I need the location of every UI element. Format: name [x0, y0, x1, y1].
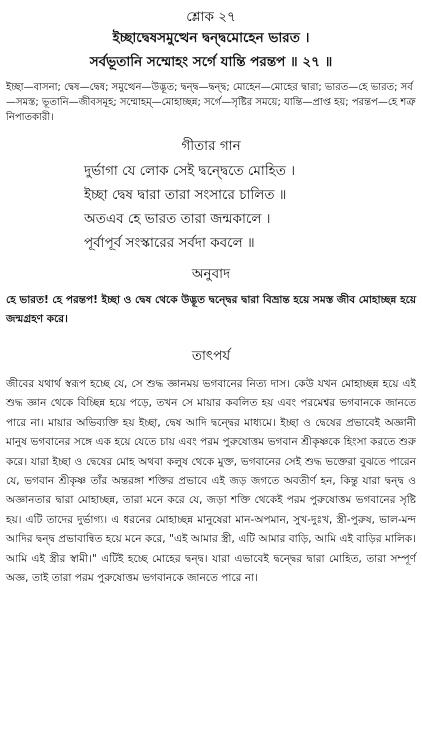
purport-heading: তাৎপর্য: [191, 348, 231, 364]
purport-paragraph: জীবের যথার্থ স্বরূপ হচ্ছে যে, সে শুদ্ধ জ্ঞানময় ভগবানের নিত্য দাস। কেউ যখন মোহাচ্ছন্ন হয়ে এই শুদ্ধ জ্ঞান থেকে বিচ্ছিন্ন হয়ে পড়ে, তখন সে মায়ার কবলিত হয় এবং পরমেশ্বর ভগবানকে জানতে পারে না। মায়ার অভিব্যক্তি হয় ইচ্ছা, দ্বেষ আদি দ্বন্দ্বের মাধ্যমে। ইচ্ছা ও দ্বেষের প্রভাবেই অজ্ঞানী মানুষ ভগবানের সঙ্গে এক হয়ে যেতে চায় এবং পরম পুরুষোত্তম ভগবান শ্রীকৃষ্ণকে হিংসা করতে শুরু করে। যারা ইচ্ছা ও দ্বেষের মোহ অথবা কলুষ থেকে মুক্ত, ভগবানের সেই শুদ্ধ ভক্তেরা বুঝতে পারেন যে, ভগবান শ্রীকৃষ্ণ তাঁর অন্তরঙ্গা শক্তির প্রভাবে এই জড় জগতে অবতীর্ণ হন, কিন্তু যারা দ্বন্দ্ব ও অজ্ঞানতার দ্বারা মোহাচ্ছন্ন, তারা মনে করে যে, জড়া শক্তি থেকেই পরম পুরুষোত্তম ভগবানের সৃষ্টি হয়। এটি তাদের দুর্ভাগ্য। এ ধরনের মোহাচ্ছন্ন মানুষেরা মান-অপমান, সুখ-দুঃখ, স্ত্রী-পুরুষ, ভাল-মন্দ আদির দ্বন্দ্ব প্রভাবান্বিত হয়ে মনে করে, "এই আমার স্ত্রী, এটি আমার বাড়ি, আমি এই বাড়ির মালিক। আমি এই স্ত্রীর স্বামী।" এটিই হচ্ছে মোহের দ্বন্দ্ব। যারা এভাবেই দ্বন্দ্বের দ্বারা মোহিত, তারা সম্পূর্ণ অজ্ঞ, তাই তারা পরম পুরুষোত্তম ভগবানকে জানতে পারে না।: [6, 378, 416, 585]
sloka-number: শ্লোক ২৭: [186, 9, 236, 25]
translation-heading: অনুবাদ: [191, 266, 231, 282]
song-line-4: পূর্বাপূর্ব সংস্কারের সর্বদা কবলে ॥: [84, 235, 255, 251]
song-heading: গীতার গান: [181, 138, 241, 154]
song-line-2: ইচ্ছা দ্বেষ দ্বারা তারা সংসারে চালিত ॥: [84, 187, 287, 203]
song-line-1: দুর্ভাগা যে লোক সেই দ্বন্দ্বেতে মোহিত ।: [84, 163, 296, 179]
song-verse: [6, 159, 416, 255]
translation-paragraph: হে ভারত! হে পরন্তপ! ইচ্ছা ও দ্বেষ থেকে উদ্ভূত দ্বন্দ্বের দ্বারা বিভ্রান্ত হয়ে সমস্ত জীব মোহাচ্ছন্ন হয়ে জন্মগ্রহণ করে।: [6, 294, 417, 325]
sanskrit-verse: [6, 26, 416, 74]
song-line-3: অতএব হে ভারত তারা জন্মকালে ।: [84, 211, 271, 227]
verse-line-2: সর্বভূতানি সম্মোহং সর্গে যান্তি পরন্তপ ॥ ২৭ ॥: [89, 54, 333, 70]
verse-line-1: ইচ্ছাদ্বেষসমুত্থেন দ্বন্দ্বমোহেন ভারত ।: [112, 30, 310, 46]
synonyms-paragraph: ইচ্ছা—বাসনা; দ্বেষ—দ্বেষ; সমুত্থেন—উদ্ভূত; দ্বন্দ্ব—দ্বন্দ্ব; মোহেন—মোহের দ্বারা; ভারত—হে ভারত; সর্ব—সমস্ত; ভূতানি—জীবসমূহ; সম্মোহম্—মোহাচ্ছন্ন; সর্গে—সৃষ্টির সময়ে; যান্তি—প্রাপ্ত হয়; পরন্তপ—হে শত্রু নিপাতকারী।: [6, 82, 416, 123]
